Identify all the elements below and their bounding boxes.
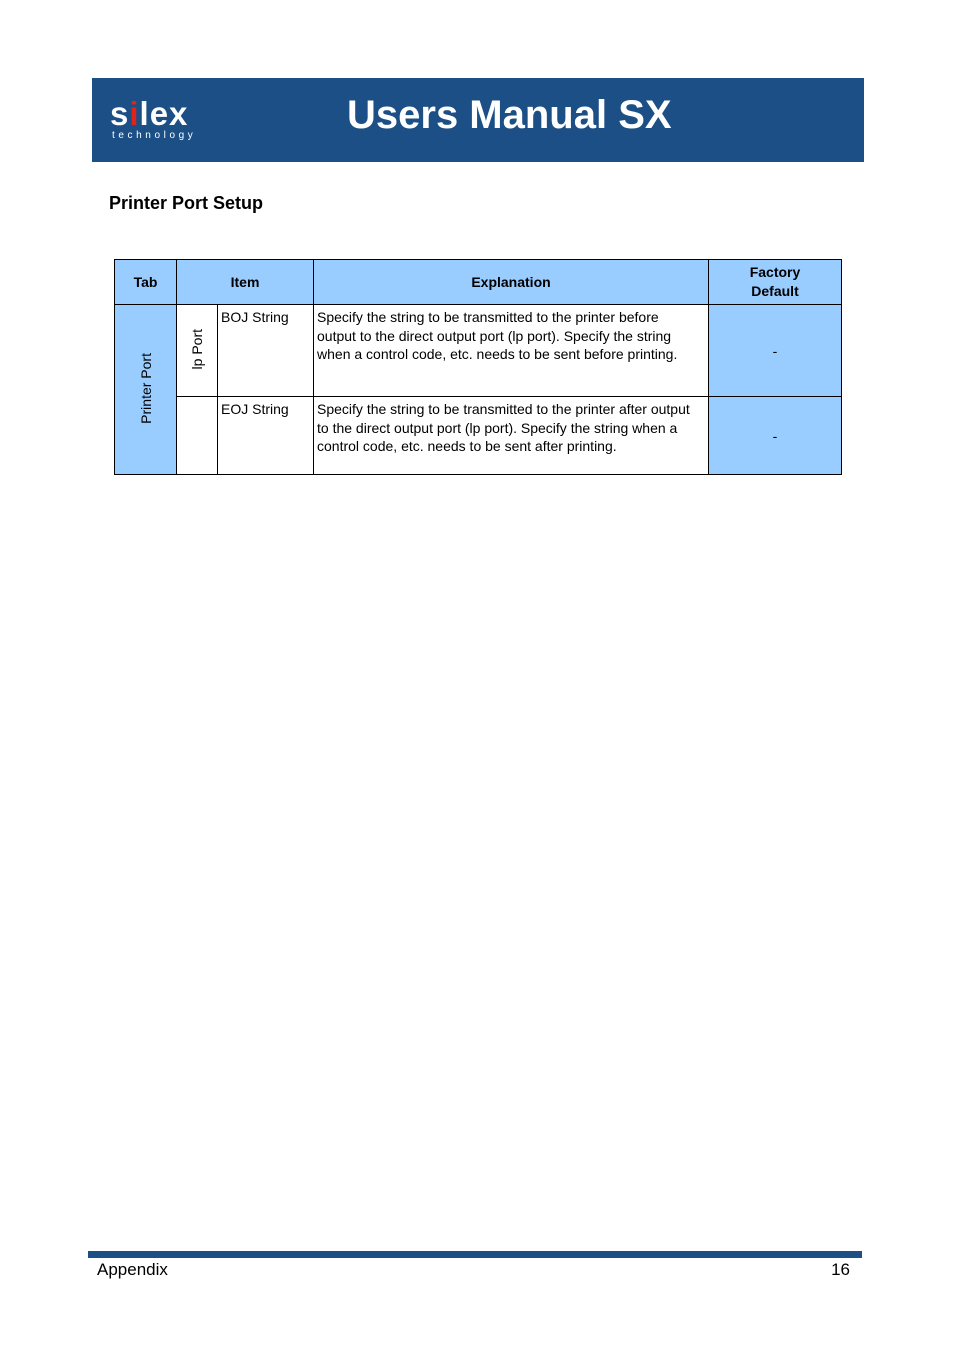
- header-factory-default: Factory Default: [709, 260, 842, 305]
- explanation-cell: Specify the string to be transmitted to the printer after output to the direct output port (lp port). Specify the string when a control code, etc. needs to be sent after printing.: [314, 397, 709, 475]
- page-header: [92, 78, 864, 162]
- footer-divider: [88, 1251, 862, 1258]
- explanation-cell: Specify the string to be transmitted to the printer before output to the direct output port (lp port). Specify the string when a control code, etc. needs to be sent before printing.: [314, 305, 709, 397]
- footer-section-label: Appendix: [97, 1260, 168, 1279]
- table-row: [115, 305, 842, 397]
- logo-wordmark: silex: [110, 95, 189, 132]
- header-item: Item: [177, 260, 314, 305]
- silex-logo: [110, 95, 197, 142]
- default-cell: -: [709, 305, 842, 397]
- item-cell: EOJ String: [218, 397, 314, 475]
- group-cell-empty: [177, 397, 218, 475]
- group-label: lp Port: [189, 328, 205, 370]
- header-tab: Tab: [115, 260, 177, 305]
- table-row: [115, 397, 842, 475]
- section-title: Printer Port Setup: [109, 193, 264, 213]
- settings-table: [114, 259, 842, 475]
- item-cell: BOJ String: [218, 305, 314, 397]
- logo-subtitle: technology: [112, 130, 197, 141]
- document-title: Users Manual SX: [347, 93, 672, 137]
- page-number: 16: [831, 1260, 850, 1279]
- group-cell: [177, 305, 218, 397]
- tab-cell: [115, 305, 177, 475]
- tab-label: Printer Port: [137, 352, 154, 424]
- header-explanation: Explanation: [314, 260, 709, 305]
- table-header-row: [115, 260, 842, 305]
- default-cell: -: [709, 397, 842, 475]
